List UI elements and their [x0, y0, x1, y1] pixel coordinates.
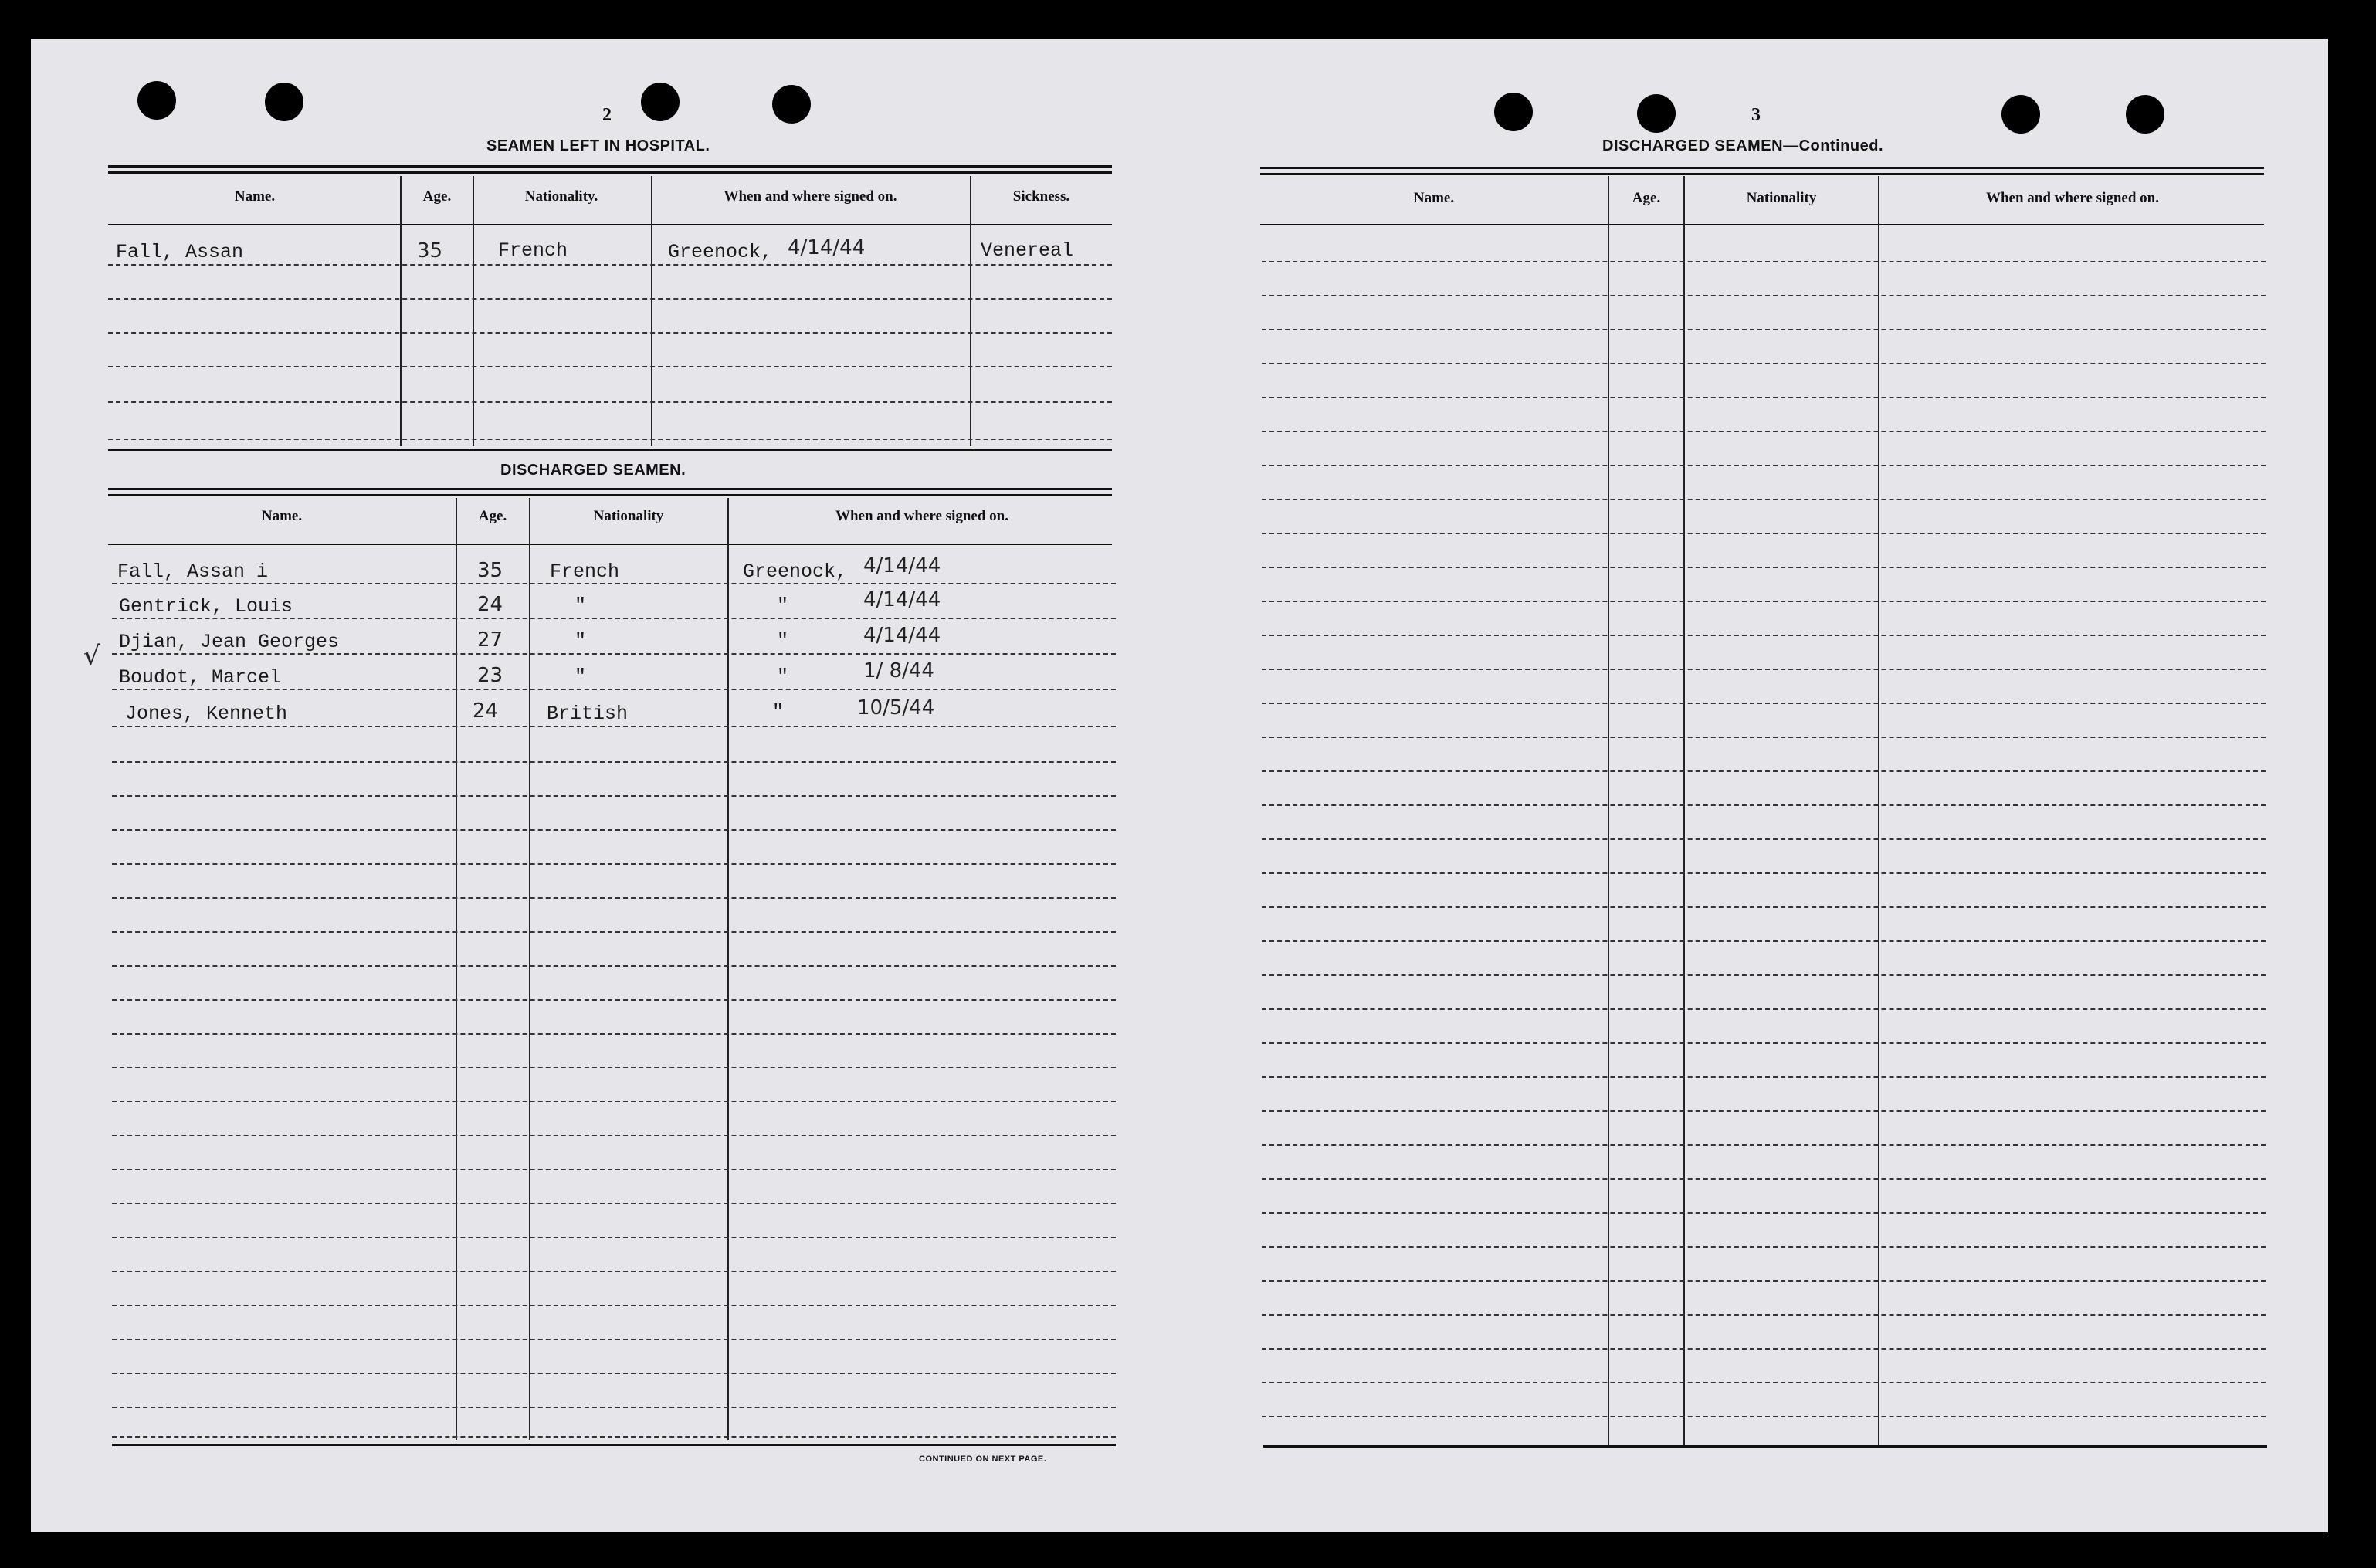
discharged-row-age: 24 [473, 699, 499, 723]
row-line [112, 1407, 1116, 1408]
row-line [1262, 567, 2266, 568]
punch-hole [265, 83, 303, 121]
column-divider [529, 498, 530, 1440]
row-line [1262, 1178, 2266, 1180]
row-line [112, 1339, 1116, 1340]
row-line [1262, 1246, 2266, 1248]
row-line [112, 1373, 1116, 1374]
row-line [112, 965, 1116, 967]
hospital-row-nationality: French [498, 239, 568, 262]
discharged-row-place: Greenock, [743, 560, 848, 583]
row-line [112, 1033, 1116, 1035]
column-header-signed-on: When and where signed on. [724, 188, 897, 205]
discharged-row-date: 4/14/44 [863, 624, 941, 647]
discharged-row-place: " [777, 665, 789, 688]
row-line [1262, 397, 2266, 398]
row-line [112, 1067, 1116, 1068]
column-header-signed-on: When and where signed on. [1985, 190, 2159, 206]
row-line [112, 931, 1116, 933]
discharged-row-nationality: " [575, 630, 587, 652]
discharged-row-date: 1/ 8/44 [863, 659, 934, 682]
column-divider [1683, 176, 1685, 1446]
continued-section-title: DISCHARGED SEAMEN—Continued. [1602, 137, 1883, 154]
row-line [1262, 635, 2266, 636]
row-line [112, 583, 1116, 584]
row-line [1262, 295, 2266, 296]
header-underline [108, 224, 1112, 225]
row-line [1262, 872, 2266, 874]
discharged-row-date: 10/5/44 [857, 696, 935, 720]
discharged-section-title: DISCHARGED SEAMEN. [500, 462, 686, 479]
row-line [1262, 974, 2266, 976]
discharged-row-nationality: " [575, 594, 587, 617]
page-number: 2 [602, 105, 612, 125]
row-line [1262, 329, 2266, 330]
row-line [108, 401, 1112, 403]
discharged-row-nationality: British [547, 703, 629, 725]
divider [108, 494, 1112, 496]
punch-hole [641, 83, 680, 121]
divider [1260, 173, 2264, 175]
row-line [112, 761, 1116, 763]
row-line [1262, 1042, 2266, 1044]
punch-hole [2126, 95, 2164, 134]
row-line [112, 1203, 1116, 1204]
hospital-row-date: 4/14/44 [788, 236, 866, 259]
row-line [112, 999, 1116, 1001]
column-divider [473, 176, 474, 446]
discharged-row-place: " [777, 594, 789, 617]
column-header-signed-on: When and where signed on. [835, 508, 1008, 524]
row-line [1262, 1382, 2266, 1383]
discharged-row-nationality: " [575, 665, 587, 688]
row-line [1262, 533, 2266, 534]
row-line [108, 298, 1112, 300]
punch-hole [2001, 95, 2040, 134]
divider [108, 488, 1112, 490]
bottom-rule [1263, 1445, 2267, 1448]
row-line [112, 1436, 1116, 1438]
divider [108, 165, 1112, 168]
row-line [112, 897, 1116, 899]
header-underline [108, 544, 1112, 545]
discharged-row-place: " [772, 701, 785, 723]
discharged-row-name: Djian, Jean Georges [119, 631, 340, 653]
discharged-row-nationality: French [550, 560, 620, 583]
header-underline [1260, 224, 2264, 225]
column-header-name: Name. [234, 188, 276, 205]
discharged-row-age: 24 [477, 593, 503, 616]
discharged-row-age: 27 [477, 628, 503, 652]
discharged-row-name: Fall, Assan i [117, 560, 269, 583]
discharged-row-date: 4/14/44 [863, 554, 941, 577]
divider [1260, 167, 2264, 169]
row-line [1262, 261, 2266, 262]
row-line [108, 439, 1112, 440]
row-line [1262, 1212, 2266, 1214]
column-divider [456, 498, 457, 1440]
row-line [1262, 804, 2266, 806]
discharged-row-place: " [777, 630, 789, 652]
row-line [1262, 601, 2266, 602]
divider [108, 171, 1112, 174]
discharged-row-name: Jones, Kenneth [125, 703, 288, 725]
row-line [1262, 465, 2266, 466]
column-divider [1878, 176, 1879, 1446]
row-line [1262, 1110, 2266, 1112]
row-line [112, 795, 1116, 797]
hospital-row-age: 35 [417, 239, 443, 262]
row-line [1262, 838, 2266, 840]
row-line [112, 1135, 1116, 1136]
row-line [1262, 906, 2266, 908]
column-header-name: Name. [1413, 190, 1455, 206]
discharged-row-age: 23 [477, 664, 503, 687]
column-divider [1608, 176, 1609, 1446]
column-header-nationality: Nationality. [524, 188, 598, 205]
divider [108, 449, 1112, 451]
row-line [108, 366, 1112, 367]
row-line [1262, 770, 2266, 772]
punch-hole [1637, 94, 1676, 133]
row-line [1262, 1348, 2266, 1350]
row-line [1262, 1416, 2266, 1417]
check-mark: √ [83, 641, 100, 672]
row-line [108, 332, 1112, 334]
page-number: 3 [1751, 105, 1761, 125]
row-line [1262, 1008, 2266, 1010]
column-header-nationality: Nationality [593, 508, 664, 524]
row-line [112, 1271, 1116, 1272]
column-divider [727, 498, 729, 1440]
punch-hole [1494, 93, 1533, 131]
hospital-row-place: Greenock, [668, 241, 773, 263]
row-line [1262, 1314, 2266, 1316]
column-divider [400, 176, 402, 446]
discharged-row-date: 4/14/44 [863, 588, 941, 611]
column-header-age: Age. [422, 188, 452, 205]
continued-note: CONTINUED ON NEXT PAGE. [919, 1455, 1047, 1464]
document-sheet [31, 39, 2328, 1532]
bottom-rule [112, 1444, 1116, 1446]
row-line [112, 618, 1116, 619]
punch-hole [137, 81, 176, 120]
row-line [112, 829, 1116, 831]
row-line [108, 264, 1112, 266]
row-line [112, 1101, 1116, 1102]
discharged-row-age: 35 [477, 559, 503, 582]
row-line [112, 1169, 1116, 1170]
column-divider [970, 176, 971, 446]
column-divider [651, 176, 652, 446]
row-line [112, 1305, 1116, 1306]
row-line [1262, 940, 2266, 942]
row-line [112, 863, 1116, 865]
hospital-section-title: SEAMEN LEFT IN HOSPITAL. [486, 137, 710, 154]
column-header-age: Age. [1632, 190, 1661, 206]
row-line [1262, 363, 2266, 364]
column-header-sickness: Sickness. [1012, 188, 1070, 205]
row-line [112, 653, 1116, 655]
row-line [1262, 1280, 2266, 1282]
row-line [1262, 737, 2266, 738]
discharged-row-name: Gentrick, Louis [119, 595, 293, 618]
punch-hole [772, 85, 811, 124]
hospital-row-name: Fall, Assan [116, 241, 244, 263]
row-line [1262, 703, 2266, 704]
row-line [1262, 1076, 2266, 1078]
row-line [112, 726, 1116, 727]
row-line [1262, 499, 2266, 500]
column-header-name: Name. [261, 508, 303, 524]
hospital-row-sickness: Venereal [981, 239, 1074, 262]
row-line [1262, 1144, 2266, 1146]
discharged-row-name: Boudot, Marcel [119, 666, 282, 689]
row-line [1262, 669, 2266, 670]
row-line [112, 689, 1116, 690]
column-header-nationality: Nationality [1746, 190, 1817, 206]
row-line [112, 1237, 1116, 1238]
column-header-age: Age. [478, 508, 507, 524]
row-line [1262, 431, 2266, 432]
